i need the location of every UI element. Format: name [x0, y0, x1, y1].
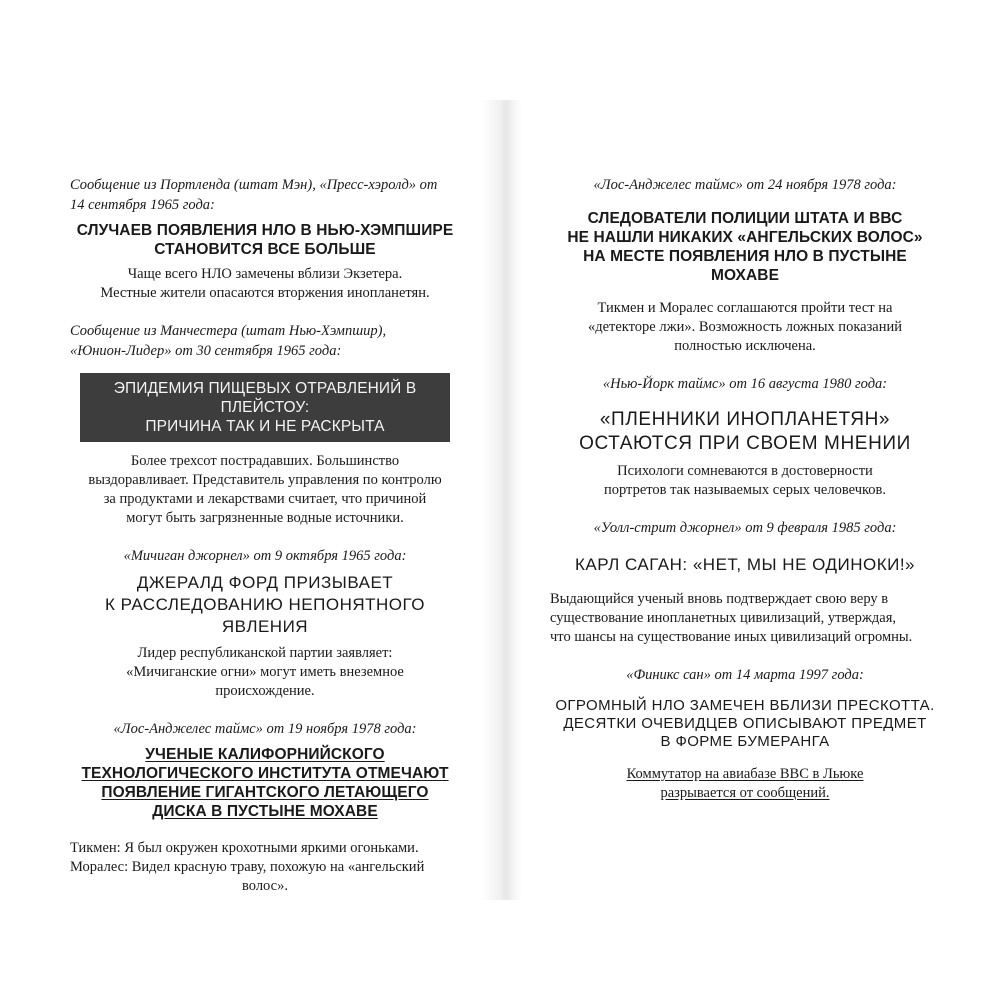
- article-summary: Психологи сомневаются в достоверности портретов так называемых серых человечков.: [603, 463, 887, 498]
- headline: ДЖЕРАЛД ФОРД ПРИЗЫВАЕТ К РАССЛЕДОВАНИЮ НЕПОНЯТНОГО ЯВЛЕНИЯ: [105, 573, 425, 636]
- headline: «ПЛЕННИКИ ИНОПЛАНЕТЯН» ОСТАЮТСЯ ПРИ СВОЕМ МНЕНИИ: [579, 409, 911, 454]
- news-entry: [70, 175, 460, 303]
- right-page: [550, 175, 940, 821]
- source-line: «Нью-Йорк таймс» от 16 августа 1980 года:: [602, 376, 888, 392]
- news-entry: [70, 321, 460, 528]
- article-summary: Тикмен: Я был окружен крохотными яркими огоньками. Моралес: Видел красную траву, похожую на «ангельский волос».: [70, 840, 425, 894]
- source-line: «Лос-Анджелес таймс» от 19 ноября 1978 года:: [113, 721, 417, 737]
- source-line: «Мичиган джорнел» от 9 октября 1965 года:: [123, 548, 407, 564]
- headline-boxed: ЭПИДЕМИЯ ПИЩЕВЫХ ОТРАВЛЕНИЙ В ПЛЕЙСТОУ: ПРИЧИНА ТАК И НЕ РАСКРЫТА: [80, 373, 450, 442]
- headline-underlined: УЧЕНЫЕ КАЛИФОРНИЙСКОГО ТЕХНОЛОГИЧЕСКОГО ИНСТИТУТА ОТМЕЧАЮТ ПОЯВЛЕНИЕ ГИГАНТСКОГО ЛЕТАЮЩЕГО ДИСКА В ПУСТЫНЕ МОХАВЕ: [81, 746, 449, 820]
- left-page: [70, 175, 460, 914]
- book-gutter: [482, 100, 522, 900]
- news-entry: [70, 546, 460, 701]
- source-line: «Уолл-стрит джорнел» от 9 февраля 1985 года:: [593, 520, 897, 536]
- article-summary: Выдающийся ученый вновь подтверждает свою веру в существование инопланетных цивилизаций, утверждая, что шансы на существование иных цивилизаций огромны.: [550, 591, 913, 645]
- article-summary: Более трехсот пострадавших. Большинство выздоравливает. Представитель управления по контролю за продуктами и лекарствами считает, что причиной могут быть загрязненные водные источники.: [88, 453, 442, 526]
- source-line: Сообщение из Манчестера (штат Нью-Хэмпшир), «Юнион-Лидер» от 30 сентября 1965 года:: [70, 323, 387, 359]
- article-summary: Тикмен и Моралес соглашаются пройти тест на «детекторе лжи». Возможность ложных показаний полностью исключена.: [587, 300, 903, 354]
- news-entry: [550, 518, 940, 647]
- news-entry: [550, 665, 940, 803]
- headline: СЛУЧАЕВ ПОЯВЛЕНИЯ НЛО В НЬЮ-ХЭМПШИРЕ СТАНОВИТСЯ ВСЕ БОЛЬШЕ: [76, 222, 454, 258]
- article-summary: Лидер республиканской партии заявляет: «Мичиганские огни» могут иметь внеземное происхождение.: [126, 645, 404, 699]
- headline: ОГРОМНЫЙ НЛО ЗАМЕЧЕН ВБЛИЗИ ПРЕСКОТТА. ДЕСЯТКИ ОЧЕВИДЦЕВ ОПИСЫВАЮТ ПРЕДМЕТ В ФОРМЕ БУМЕРАНГА: [555, 697, 935, 750]
- news-entry: [70, 719, 460, 896]
- headline: СЛЕДОВАТЕЛИ ПОЛИЦИИ ШТАТА И ВВС НЕ НАШЛИ НИКАКИХ «АНГЕЛЬСКИХ ВОЛОС» НА МЕСТЕ ПОЯВЛЕНИЯ НЛО В ПУСТЫНЕ МОХАВЕ: [567, 210, 923, 284]
- source-line: «Лос-Анджелес таймс» от 24 ноября 1978 года:: [593, 177, 897, 193]
- article-summary: Коммутатор на авиабазе ВВС в Льюке разрывается от сообщений.: [626, 766, 864, 801]
- article-summary: Чаще всего НЛО замечены вблизи Экзетера. Местные жители опасаются вторжения инопланетян.: [100, 266, 430, 301]
- headline: КАРЛ САГАН: «НЕТ, МЫ НЕ ОДИНОКИ!»: [574, 555, 916, 574]
- news-entry: [550, 374, 940, 500]
- news-entry: [550, 175, 940, 356]
- source-line: «Финикс сан» от 14 марта 1997 года:: [626, 667, 864, 683]
- source-line: Сообщение из Портленда (штат Мэн), «Пресс-хэролд» от 14 сентября 1965 года:: [70, 177, 438, 213]
